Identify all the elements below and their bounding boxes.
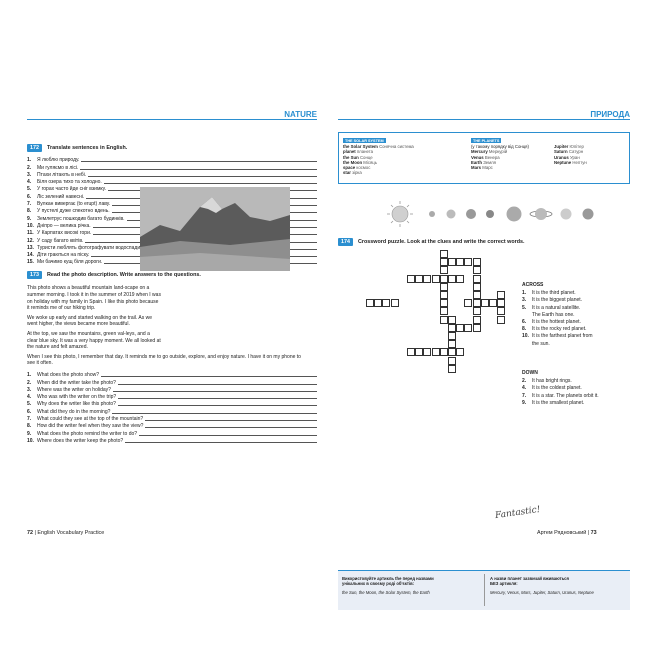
planets-illustration	[338, 192, 630, 230]
crossword-cell[interactable]	[473, 291, 481, 299]
item-number: 9.	[27, 430, 32, 437]
footer-separator: |	[587, 530, 590, 536]
item-number: 7.	[27, 416, 32, 423]
item-text: Ми гуляємо в лісі.	[37, 164, 79, 171]
crossword-cell[interactable]	[473, 324, 481, 332]
translation-item	[27, 171, 317, 178]
crossword-cell[interactable]	[448, 348, 456, 356]
page-number: 72	[27, 530, 33, 536]
mountain-photo	[140, 187, 290, 271]
crossword-cell[interactable]	[448, 316, 456, 324]
item-text: У саду багато квітів.	[37, 237, 84, 244]
exercise-number: 173	[27, 271, 42, 279]
item-number: 8.	[27, 208, 32, 215]
left-footer	[27, 530, 104, 536]
crossword-cell[interactable]	[448, 324, 456, 332]
item-number: 4.	[27, 394, 32, 401]
crossword-cell[interactable]	[448, 365, 456, 373]
item-text: When did the writer take the photo?	[37, 379, 116, 386]
item-number: 1.	[27, 157, 32, 164]
crossword-cell[interactable]	[415, 275, 423, 283]
info-left-examples: the Sun, the Moon, the Solar System, the Earth	[342, 589, 430, 595]
crossword-cell[interactable]	[464, 258, 472, 266]
question-item	[27, 437, 317, 444]
crossword-cell[interactable]	[440, 299, 448, 307]
clue: 8. It is the rocky red planet.	[522, 326, 587, 333]
item-number: 2.	[27, 379, 32, 386]
clue: 5. It is a natural satellite.	[522, 304, 581, 311]
item-number: 13.	[27, 244, 34, 251]
vocab-entry: Saturn Сатурн	[554, 149, 584, 155]
question-item	[27, 386, 317, 393]
item-text: Туристи люблять фотографувати водоспади	[37, 244, 141, 251]
question-item	[27, 415, 317, 422]
crossword-cell[interactable]	[464, 299, 472, 307]
clue: 4. It is the coldest planet.	[522, 385, 582, 392]
crossword-cell[interactable]	[448, 258, 456, 266]
answer-line[interactable]	[104, 183, 317, 184]
info-left-line2: унікальних в своєму роді об'єктів:	[342, 581, 415, 587]
item-text: У пустелі дуже спекотно вдень.	[37, 208, 110, 215]
vocab-entry: Venus Венера	[471, 154, 500, 160]
crossword-cell[interactable]	[497, 291, 505, 299]
crossword-cell[interactable]	[448, 275, 456, 283]
answer-line[interactable]	[145, 420, 317, 421]
crossword-cell[interactable]	[415, 348, 423, 356]
crossword-cell[interactable]	[440, 283, 448, 291]
crossword-cell[interactable]	[391, 299, 399, 307]
item-text: Птахи літають в небі.	[37, 171, 87, 178]
item-number: 11.	[27, 230, 34, 237]
author-name: Артем Рядновський	[537, 530, 587, 536]
item-text: У горах часто йде сніг взимку.	[37, 186, 107, 193]
vocab-entry: Mars Марс	[471, 165, 493, 171]
answer-line[interactable]	[80, 169, 317, 170]
exercise-173-head	[27, 271, 317, 279]
crossword-cell[interactable]	[440, 275, 448, 283]
item-number: 9.	[27, 215, 32, 222]
crossword-cell[interactable]	[489, 299, 497, 307]
vocab-col-3	[554, 144, 587, 165]
right-footer	[537, 530, 597, 536]
crossword-cell[interactable]	[473, 266, 481, 274]
crossword-cell[interactable]	[407, 275, 415, 283]
question-item	[27, 422, 317, 429]
crossword-cell[interactable]	[407, 348, 415, 356]
paragraph: This photo shows a beautiful mountain land-scape on a summer morning. I took it in the summer of 2019 when I was on holiday with my family in Spain. I like this photo because it reminds me of our hiking trip.	[27, 285, 161, 312]
clue: 6. It is the hottest planet.	[522, 319, 581, 326]
paragraph: When I see this photo, I remember that day. It reminds me to go outside, explore, and enjoy nature. I have it on my phone to see it often.	[27, 353, 301, 367]
item-number: 7.	[27, 201, 32, 208]
left-page	[27, 112, 317, 444]
crossword-cell[interactable]	[497, 307, 505, 315]
translation-item	[27, 178, 317, 185]
item-text: What does the photo remind the writer to do?	[37, 430, 138, 437]
crossword-cell[interactable]	[456, 275, 464, 283]
vocab-entry: star зірка	[343, 170, 362, 176]
item-number: 1.	[27, 372, 32, 379]
paragraph: We woke up early and started walking on the trail. As we went higher, the views became more beautiful.	[27, 314, 152, 328]
item-number: 8.	[27, 423, 32, 430]
question-item	[27, 407, 317, 414]
item-number: 12.	[27, 237, 34, 244]
crossword-cell[interactable]	[456, 348, 464, 356]
question-item	[27, 378, 317, 385]
answer-line[interactable]	[145, 427, 317, 428]
item-text: Землетрус пошкодив багато будинків.	[37, 215, 125, 222]
crossword-cell[interactable]	[440, 307, 448, 315]
answer-line[interactable]	[118, 405, 317, 406]
right-header: ПРИРОДА	[590, 110, 630, 119]
crossword-cell[interactable]	[423, 275, 431, 283]
item-text: Біля озера тихо та холодно.	[37, 179, 102, 186]
exercise-174-head	[338, 238, 630, 246]
across-clues	[522, 282, 593, 348]
item-text: Where was the writer on holiday?	[37, 386, 111, 393]
item-text: Я люблю природу.	[37, 157, 80, 164]
crossword-cell[interactable]	[473, 258, 481, 266]
item-number: 4.	[27, 179, 32, 186]
exercise-number: 172	[27, 144, 42, 152]
left-header: NATURE	[284, 110, 317, 119]
answer-line[interactable]	[139, 435, 317, 436]
clue: 10. It is the farthest planet from	[522, 333, 593, 340]
translation-item	[27, 156, 317, 163]
item-text: Вулкан вивергає (to erupt) лаву.	[37, 201, 111, 208]
answer-line[interactable]	[113, 391, 317, 392]
fantastic-stamp: Fantastic!	[494, 504, 542, 522]
crossword-cell[interactable]	[497, 299, 505, 307]
crossword-cell[interactable]	[473, 283, 481, 291]
item-text: What does the photo show?	[37, 372, 99, 379]
crossword-cell[interactable]	[473, 307, 481, 315]
crossword-cell[interactable]	[473, 299, 481, 307]
vocab-entry: the Sun Сонце	[343, 154, 373, 160]
exercise-172-head	[27, 144, 317, 152]
crossword-cell[interactable]	[440, 316, 448, 324]
item-text: У Карпатах високі гори.	[37, 230, 92, 237]
item-text: How did the writer feel when they saw the view?	[37, 423, 144, 430]
item-number: 3.	[27, 386, 32, 393]
crossword-cell[interactable]	[456, 324, 464, 332]
question-item	[27, 400, 317, 407]
footer-separator: |	[34, 530, 36, 536]
photo-description	[27, 285, 162, 350]
clue: The Earth has one.	[532, 311, 575, 318]
sun-icon	[338, 192, 630, 230]
down-title: DOWN	[522, 370, 538, 376]
exercise-number: 174	[338, 238, 353, 246]
mountain-illustration	[140, 187, 290, 271]
answer-line[interactable]	[88, 176, 317, 177]
crossword-cell[interactable]	[456, 258, 464, 266]
crossword-cell[interactable]	[473, 275, 481, 283]
page-number: 73	[590, 530, 597, 536]
vocab-col-1	[343, 144, 414, 176]
left-header-band	[27, 112, 317, 120]
info-right-line1: А назви планет зазвичай вживаються	[490, 576, 569, 581]
crossword-cell[interactable]	[440, 250, 448, 258]
vocab-entry: Mercury Меркурій	[471, 149, 508, 155]
vocab-entry: Earth Земля	[471, 159, 496, 165]
book-title: English Vocabulary Practice	[37, 530, 105, 536]
exercise-title: Read the photo description. Write answers to the questions.	[47, 272, 201, 279]
question-item	[27, 429, 317, 436]
answer-line[interactable]	[125, 442, 317, 443]
item-number: 15.	[27, 259, 34, 266]
exercise-173-questions	[27, 371, 317, 444]
clue: the sun.	[532, 340, 550, 347]
exercise-title: Crossword puzzle. Look at the clues and write the correct words.	[358, 239, 525, 245]
item-number: 5.	[27, 401, 32, 408]
answer-line[interactable]	[81, 161, 317, 162]
item-number: 10.	[27, 222, 34, 229]
tag-planets: THE PLANETS	[473, 138, 500, 143]
translation-item	[27, 163, 317, 170]
item-text: What did they do in the morning?	[37, 408, 111, 415]
vocab-entry: the Moon Місяць	[343, 159, 378, 165]
item-text: Діти граються на піску.	[37, 252, 90, 259]
crossword-cell[interactable]	[382, 299, 390, 307]
crossword-cell[interactable]	[440, 266, 448, 274]
item-number: 5.	[27, 186, 32, 193]
vocab-entry: Uranus Уран	[554, 154, 580, 160]
planet-order-note: (у такому порядку від Сонця)	[471, 144, 529, 149]
crossword-cell[interactable]	[440, 258, 448, 266]
crossword-cell[interactable]	[497, 316, 505, 324]
clue: 2. It has bright rings.	[522, 378, 572, 385]
across-title: ACROSS	[522, 282, 544, 288]
item-text: Ліс зелений навесні.	[37, 193, 85, 200]
item-number: 2.	[27, 164, 32, 171]
vocab-col-2	[471, 144, 529, 170]
crossword-cell[interactable]	[448, 357, 456, 365]
question-item	[27, 393, 317, 400]
clue: 7. It is a star. The planets orbit it.	[522, 392, 599, 399]
vocab-entry: Neptune Нептун	[554, 159, 587, 165]
crossword-cell[interactable]	[432, 348, 440, 356]
answer-line[interactable]	[118, 398, 317, 399]
item-text: Why does the writer like this photo?	[37, 401, 116, 408]
crossword-cell[interactable]	[481, 299, 489, 307]
item-number: 14.	[27, 252, 34, 259]
right-header-band	[338, 112, 630, 120]
clue: 9. It is the smallest planet.	[522, 399, 585, 406]
info-right-line2: БЕЗ артикля:	[490, 581, 518, 587]
item-text: Дніпро — велика річка.	[37, 222, 91, 229]
info-left-line1: Використовуйте артикль the перед назвами	[342, 576, 434, 581]
crossword-cell[interactable]	[473, 316, 481, 324]
clue: 1. It is the third planet.	[522, 290, 576, 297]
item-number: 10.	[27, 437, 34, 444]
crossword-cell[interactable]	[432, 275, 440, 283]
clue: 3. It is the biggest planet.	[522, 297, 583, 304]
crossword-cell[interactable]	[374, 299, 382, 307]
exercise-title: Translate sentences in English.	[47, 145, 128, 151]
crossword-cell[interactable]	[440, 291, 448, 299]
item-number: 6.	[27, 408, 32, 415]
crossword-cell[interactable]	[464, 324, 472, 332]
crossword-cell[interactable]	[440, 348, 448, 356]
vocab-entry: Jupiter Юпітер	[554, 144, 584, 149]
crossword-cell[interactable]	[423, 348, 431, 356]
paragraph: At the top, we saw the mountains, green val-leys, and a clear blue sky. It was a very happy moment. We all looked at the nature and felt amazed.	[27, 331, 161, 351]
article-info-box	[338, 570, 630, 610]
crossword-cell[interactable]	[366, 299, 374, 307]
crossword-cell[interactable]	[448, 332, 456, 340]
info-right-examples: Mercury, Venus, Mars, Jupiter, Saturn, Uranus, Neptune	[490, 589, 594, 595]
item-text: Who was with the writer on the trip?	[37, 394, 117, 401]
solar-system-vocab-box	[338, 132, 630, 184]
item-text: Ми бачимо кущ біля дороги.	[37, 259, 103, 266]
item-number: 6.	[27, 193, 32, 200]
vocab-entry: planet планета	[343, 149, 374, 155]
answer-line[interactable]	[118, 384, 317, 385]
vocab-entry: space космос	[343, 165, 371, 171]
item-text: What could they see at the top of the mountain?	[37, 416, 144, 423]
crossword-cell[interactable]	[448, 340, 456, 348]
answer-line[interactable]	[112, 413, 317, 414]
question-item	[27, 371, 317, 378]
answer-line[interactable]	[101, 376, 317, 377]
item-number: 3.	[27, 171, 32, 178]
down-clues	[522, 370, 599, 407]
vocab-entry: the Solar System Сонячна система	[343, 144, 414, 149]
tag-solar-system: THE SOLAR SYSTEM	[345, 138, 384, 143]
item-text: Where does the writer keep the photo?	[37, 437, 124, 444]
